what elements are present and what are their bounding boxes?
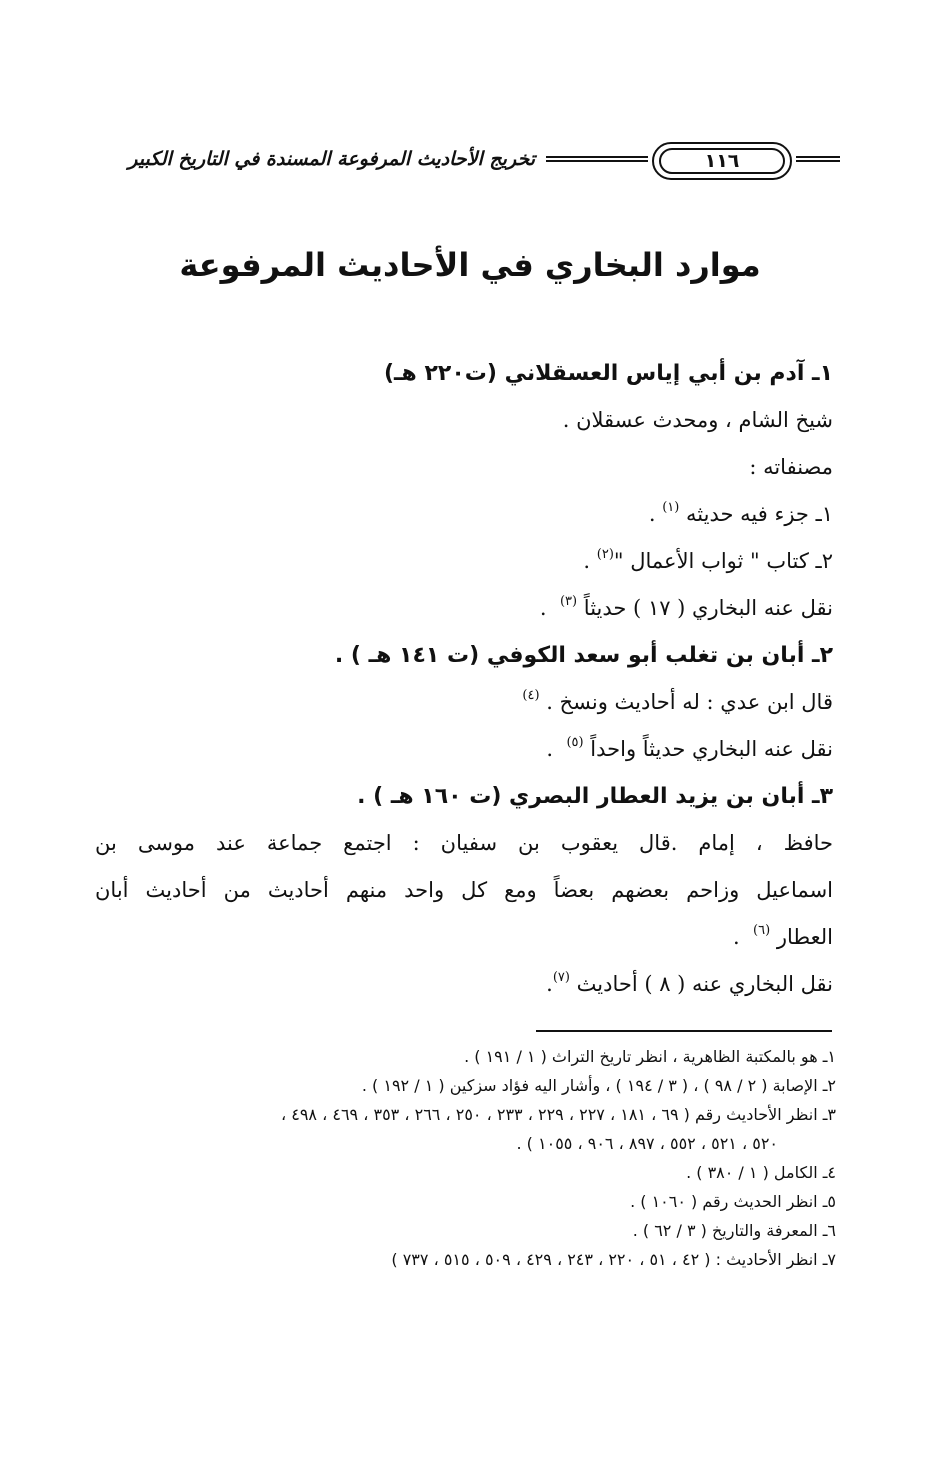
running-title: تخريج الأحاديث المرفوعة المسندة في التاريخ الكبير [128,148,535,170]
entry-1-line: شيخ الشام ، ومحدث عسقلان . [562,408,833,432]
body-text [95,350,833,1008]
running-header [90,140,840,188]
footnote-5: ٥ـ انظر الحديث رقم ( ١٠٦٠ ) . [630,1192,836,1211]
entry-2-period: . [546,737,554,761]
footnote-7: ٧ـ انظر الأحاديث : ( ٤٢ ، ٥١ ، ٢٢٠ ، ٢٤٣ ، ٤٢٩ ، ٥٠٩ ، ٥١٥ ، ٧٣٧ ) [391,1250,836,1269]
footnote-6: ٦ـ المعرفة والتاريخ ( ٣ / ٦٢ ) . [632,1221,836,1240]
entry-3-heading: ٣ـ أبان بن يزيد العطار البصري (ت ١٦٠ هـ ) . [357,784,833,809]
entry-3-period: . [732,925,740,949]
footnote-separator [536,1030,832,1032]
footnote-ref-4: (٤) [522,688,540,703]
entry-3-text: العطار [776,925,833,949]
footnote-ref-1: (١) [662,500,680,515]
footnote-ref-3: (٣) [559,594,578,609]
entry-1-text: ٢ـ كتاب " ثواب الأعمال " [613,549,833,573]
entry-3-paragraph-line: اسماعيل وزاحم بعضهم بعضاً ومع كل واحد منهم أحاديث من أحاديث أبان [95,878,833,902]
footnote-1: ١ـ هو بالمكتبة الظاهرية ، انظر تاريخ التراث ( ١ / ١٩١ ) . [464,1047,836,1066]
footnote-ref-5: (٥) [566,735,584,750]
footnote-3: ٣ـ انظر الأحاديث رقم ( ٦٩ ، ١٨١ ، ٢٢٧ ، ٢٢٩ ، ٢٣٣ ، ٢٥٠ ، ٢٦٦ ، ٣٥٣ ، ٤٦٩ ، ٤٩٨ ، [280,1105,836,1124]
entry-3-period: . [546,972,553,996]
entry-3-paragraph-line: حافظ ، إمام .قال يعقوب بن سفيان : اجتمع جماعة عند موسى بن [95,831,833,855]
entry-3-paragraph-line [95,914,833,961]
entry-1-text: ١ـ جزء فيه حديثه [686,502,833,526]
entry-1-period: . [583,549,591,573]
entry-2-text: نقل عنه البخاري حديثاً واحداً [590,737,833,761]
entry-2-heading: ٢ـ أبان بن تغلب أبو سعد الكوفي (ت ١٤١ هـ ) . [334,643,833,668]
footnote-4: ٤ـ الكامل ( ١ / ٣٨٠ ) . [686,1163,836,1182]
footnote-ref-7: (٧) [552,970,570,985]
footnote-2: ٢ـ الإصابة ( ٢ / ٩٨ ) ، ( ٣ / ١٩٤ ) ، وأشار اليه فؤاد سزكين ( ١ / ١٩٢ ) . [361,1076,836,1095]
page-number: ١١٦ [704,150,740,172]
entry-1-heading: ١ـ آدم بن أبي إياس العسقلاني (ت٢٢٠ هـ) [383,361,833,386]
entry-1-line [95,585,833,632]
entry-2-line [95,679,833,726]
entry-1-line [95,491,833,538]
entry-2-line [95,726,833,773]
footnotes [90,1042,836,1274]
entry-1-period: . [539,596,547,620]
footnote-ref-6: (٦) [753,923,771,938]
entry-1-text: نقل عنه البخاري ( ١٧ ) حديثاً [583,596,833,620]
entry-2-text: قال ابن عدي : له أحاديث ونسخ . [546,690,833,714]
footnote-3-continued: ٥٢٠ ، ٥٢١ ، ٥٥٢ ، ٨٩٧ ، ٩٠٦ ، ١٠٥٥ ) . [516,1134,778,1153]
header-rule-left [546,156,648,162]
entry-1-period: . [648,502,656,526]
entry-1-line [95,538,833,585]
page-title: موارد البخاري في الأحاديث المرفوعة [179,246,761,284]
footnote-ref-2: (٢) [596,547,614,562]
entry-1-line: مصنفاته : [749,455,833,479]
entry-3-line [95,961,833,1008]
entry-3-text: نقل البخاري عنه ( ٨ ) أحاديث [576,972,833,996]
page-number-oval [652,142,792,180]
header-rule-right [796,156,840,162]
